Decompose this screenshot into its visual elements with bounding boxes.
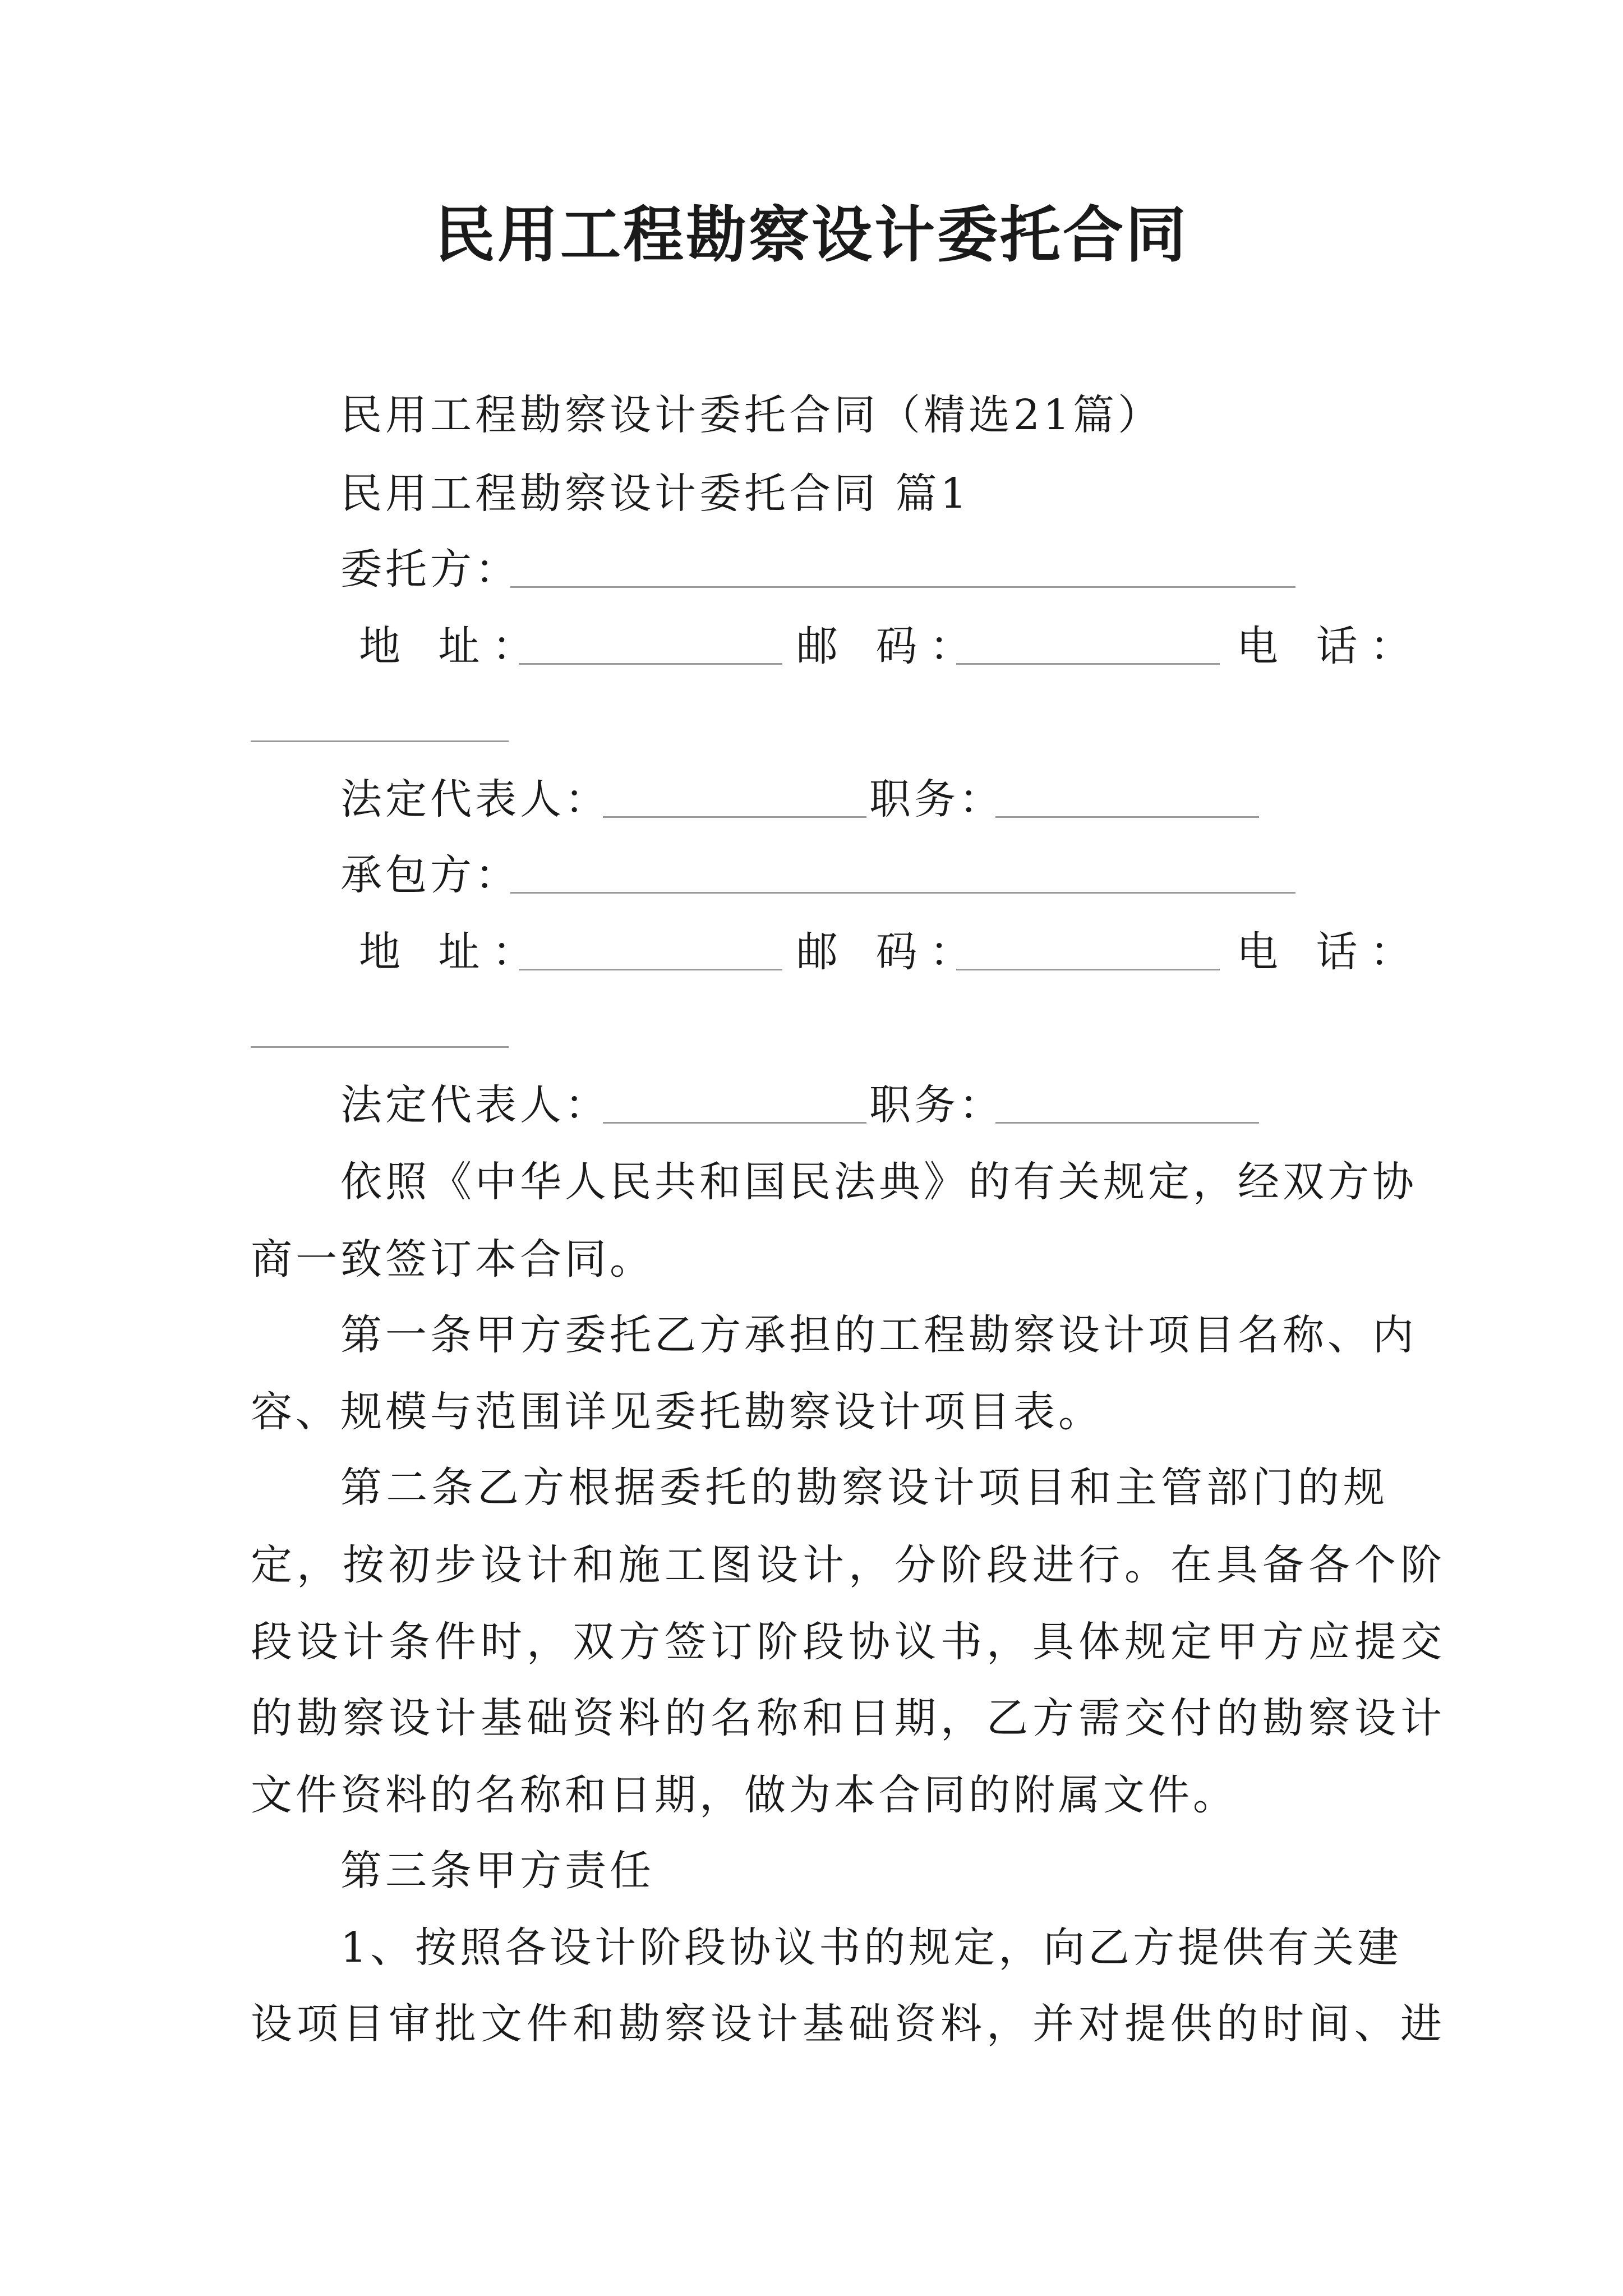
party-b-address-label: 地 址：: [359, 928, 546, 976]
party-b-postcode-field[interactable]: [956, 969, 1220, 970]
party-a-legal-rep-label: 法定代表人：: [340, 775, 610, 823]
party-b-address-field[interactable]: [519, 969, 782, 970]
party-b-legal-rep-field[interactable]: [603, 1122, 866, 1124]
party-a-name-field[interactable]: [510, 586, 1295, 588]
party-a-address-label: 地 址：: [359, 622, 546, 670]
party-b-label: 承包方：: [340, 851, 520, 899]
article-2-line: 的勘察设计基础资料的名称和日期，乙方需交付的勘察设计: [251, 1694, 1446, 1742]
article-3-item-line: 设项目审批文件和勘察设计基础资料，并对提供的时间、进: [251, 2000, 1446, 2048]
party-a-position-field[interactable]: [995, 816, 1259, 818]
party-b-phone-field[interactable]: [251, 1046, 509, 1048]
party-a-phone-field[interactable]: [251, 740, 509, 742]
paragraph-intro-line: 商一致签订本合同。: [251, 1235, 654, 1283]
party-a-postcode-label: 邮 码：: [796, 622, 984, 670]
article-3-item-line: 1、按照各设计阶段协议书的规定，向乙方提供有关建: [340, 1924, 1403, 1972]
paragraph-intro-line: 依照《中华人民共和国民法典》的有关规定，经双方协: [340, 1158, 1417, 1206]
party-b-position-label: 职务：: [869, 1081, 1004, 1129]
party-a-address-field[interactable]: [519, 663, 782, 665]
party-a-legal-rep-field[interactable]: [603, 816, 866, 818]
party-a-position-label: 职务：: [869, 775, 1004, 823]
article-2-line: 定，按初步设计和施工图设计，分阶段进行。在具备各个阶: [251, 1541, 1446, 1589]
section-heading: 民用工程勘察设计委托合同 篇1: [340, 470, 970, 518]
article-2-line: 第二条乙方根据委托的勘察设计项目和主管部门的规: [340, 1464, 1388, 1512]
party-b-postcode-label: 邮 码：: [796, 928, 984, 976]
article-1-line: 第一条甲方委托乙方承担的工程勘察设计项目名称、内: [340, 1311, 1417, 1359]
party-a-postcode-field[interactable]: [956, 663, 1220, 665]
party-b-name-field[interactable]: [510, 892, 1295, 894]
party-b-legal-rep-label: 法定代表人：: [340, 1081, 610, 1129]
document-subtitle: 民用工程勘察设计委托合同（精选21篇）: [340, 391, 1163, 439]
party-a-label: 委托方：: [340, 545, 520, 593]
article-2-line: 文件资料的名称和日期，做为本合同的附属文件。: [251, 1771, 1238, 1819]
document-title: 民用工程勘察设计委托合同: [434, 200, 1188, 270]
article-1-line: 容、规模与范围详见委托勘察设计项目表。: [251, 1388, 1103, 1436]
party-b-phone-label: 电 话：: [1237, 928, 1424, 976]
article-2-line: 段设计条件时，双方签订阶段协议书，具体规定甲方应提交: [251, 1618, 1446, 1666]
article-3-heading: 第三条甲方责任: [340, 1847, 654, 1895]
party-b-position-field[interactable]: [995, 1122, 1259, 1124]
party-a-phone-label: 电 话：: [1237, 622, 1424, 670]
